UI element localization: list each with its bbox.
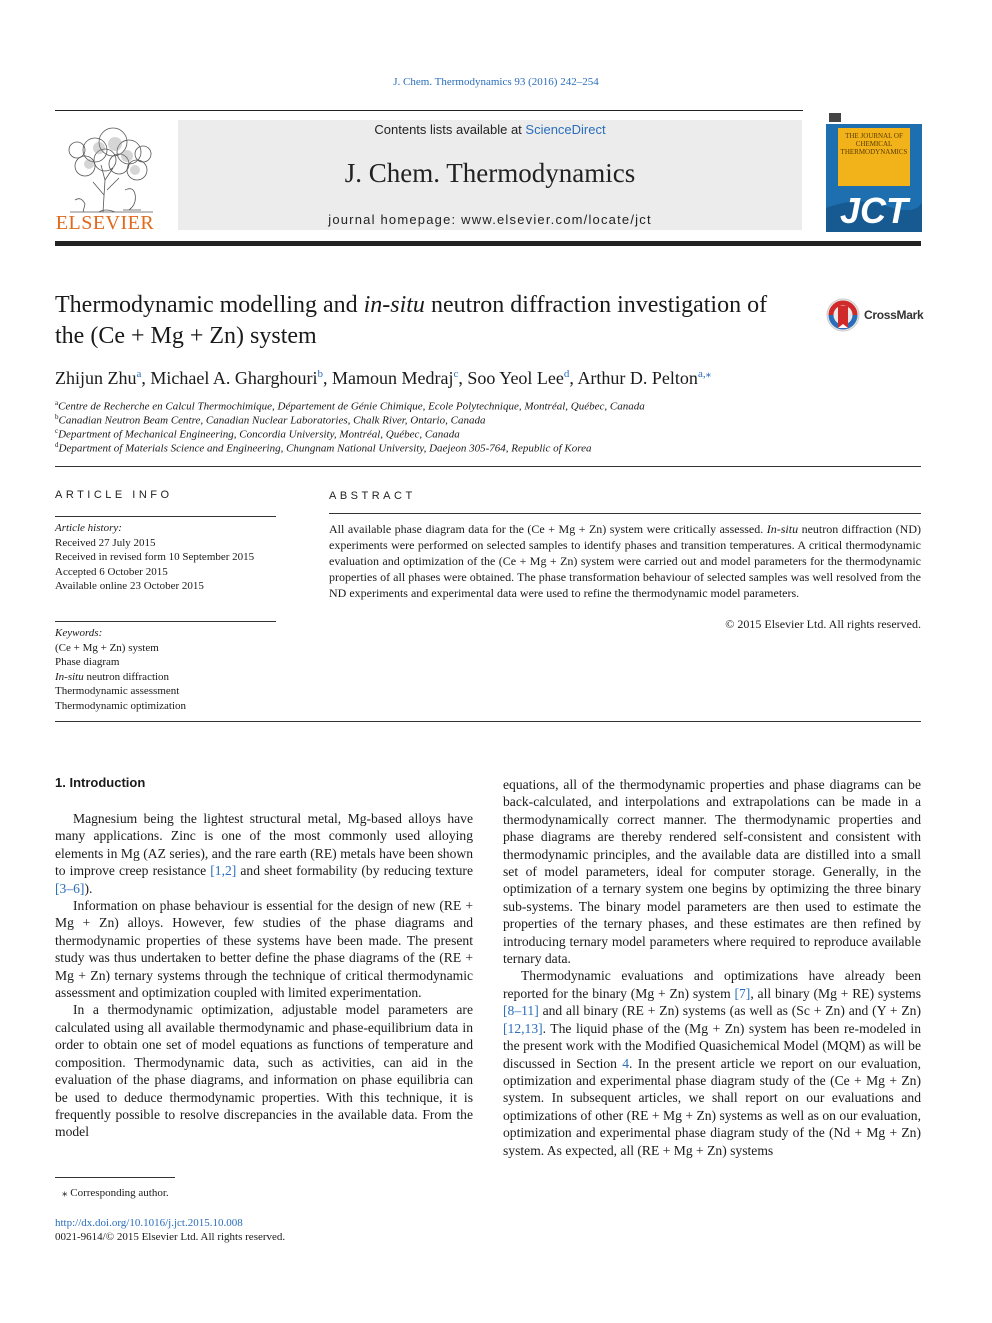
divider xyxy=(55,466,921,467)
affiliation-sup: d xyxy=(55,441,59,449)
affiliation-sup: c xyxy=(55,427,59,435)
abstract-heading: ABSTRACT xyxy=(329,490,416,502)
abstract-italic: In-situ xyxy=(766,522,799,536)
author-list: Zhijun Zhu$^a$, Michael A. Gharghouri$^b$, Mamoun Medraj$^c$, Soo Yeol Lee$^d$, Arthur D. Pelton$^{a,⁎}$ xyxy=(55,368,712,388)
cover-logo: JCT xyxy=(839,190,908,231)
section-heading: 1. Introduction xyxy=(55,775,146,790)
keyword-italic: In-situ xyxy=(55,670,84,683)
author[interactable]: Zhijun Zhu xyxy=(55,368,137,388)
reference-link[interactable]: [1,2] xyxy=(210,863,237,879)
publisher-logo-text: ELSEVIER xyxy=(55,212,155,234)
reference-link[interactable]: [12,13] xyxy=(503,1020,543,1036)
journal-name: J. Chem. Thermodynamics xyxy=(344,158,636,188)
author[interactable]: Mamoun Medraj xyxy=(332,368,454,388)
affiliation-text: Department of Mechanical Engineering, Concordia University, Montréal, Québec, Canada xyxy=(58,428,460,441)
reference-link[interactable]: [3–6] xyxy=(55,880,85,896)
text-run: and sheet formability (by reducing texture xyxy=(236,863,473,879)
contents-line xyxy=(178,122,802,137)
crossmark-badge[interactable] xyxy=(826,298,926,334)
author-sup[interactable]: d xyxy=(563,368,570,380)
keyword: Thermodynamic assessment xyxy=(55,685,180,697)
affiliation-text: Canadian Neutron Beam Centre, Canadian Nuclear Laboratories, Chalk River, Ontario, Canada xyxy=(58,414,486,427)
paragraph xyxy=(503,967,921,1158)
affiliation xyxy=(55,438,915,456)
contents-prefix: Contents lists available at xyxy=(374,122,526,137)
header-thick-rule xyxy=(55,241,921,246)
text-run: . In the present article we report on our evaluation, optimization and experimental phase diagram study of the (Ce + Mg + Zn) system. In subsequent articles, we shall report on our evaluations and optimizations of other (RE + Mg + Zn) systems as well as on our evaluation, optimization and experimental phase diagram study of the (Nd + Mg + Zn) system. As expected, all (RE + Mg + Zn) systems xyxy=(503,1055,921,1158)
history-entry: Received 27 July 2015 xyxy=(55,536,156,549)
abstract-part-1: All available phase diagram data for the (Ce + Mg + Zn) system were critically assessed. xyxy=(329,522,767,536)
history-entry: Available online 23 October 2015 xyxy=(55,580,204,592)
affiliation-sup: a xyxy=(55,399,59,407)
keyword xyxy=(55,670,276,685)
affiliation-text: Department of Materials Science and Engineering, Chungnam National University, Daejeon 305-764, Republic of Korea xyxy=(58,442,592,455)
article-title xyxy=(55,290,795,352)
title-part-2: neutron diffraction investigation of the (Ce + Mg + Zn) system xyxy=(55,292,768,349)
crossmark-label: CrossMark xyxy=(864,308,924,322)
author[interactable]: Soo Yeol Lee xyxy=(467,368,564,388)
paragraph: Information on phase behaviour is essential for the design of new (RE + Mg + Zn) alloys. However, few studies of the phase diagrams and thermodynamic properties of these systems have been made. The present study was thus undertaken to better define the phase diagrams of the (RE + Mg + Zn) ternary systems through the technique of critical thermodynamic assessment and optimization coupled with limited experimentation. xyxy=(55,898,473,1001)
divider xyxy=(55,516,276,517)
author-sup[interactable]: a xyxy=(136,368,142,380)
abstract-text xyxy=(329,521,921,601)
corresponding-author-note: ⁎ Corresponding author. xyxy=(62,1187,169,1199)
paragraph: In a thermodynamic optimization, adjustable model parameters are calculated using all available thermodynamic and phase-equilibrium data in order to obtain one set of model equations as functions of temperature and composition. Thermodynamic data, such as activities, can aid in the evaluation of the phase diagrams, and information on phase equilibria can be used to deduce thermodynamic properties. With this technique, it is frequently possible to resolve discrepancies in the available data. From the model xyxy=(55,1002,473,1140)
journal-citation[interactable]: J. Chem. Thermodynamics 93 (2016) 242–254 xyxy=(393,76,599,88)
sciencedirect-link[interactable]: ScienceDirect xyxy=(525,122,606,137)
keyword: Phase diagram xyxy=(55,656,120,668)
history-entry: Accepted 6 October 2015 xyxy=(55,565,168,578)
issn-line: 0021-9614/© 2015 Elsevier Ltd. All rights reserved. xyxy=(55,1231,286,1243)
text-run: and all binary (RE + Zn) systems (as well as (Sc + Zn) and (Y + Zn) xyxy=(538,1003,921,1019)
author-sup[interactable]: c xyxy=(453,368,459,380)
section-link[interactable]: 4 xyxy=(622,1055,630,1071)
title-italic: in-situ xyxy=(363,292,425,318)
title-part-1: Thermodynamic modelling and xyxy=(55,292,364,318)
journal-banner xyxy=(178,120,802,230)
text-run: Thermodynamic evaluations and optimizations have already been reported for the binary (Mg + Zn) system xyxy=(503,968,921,1001)
keyword: Thermodynamic optimization xyxy=(55,699,187,712)
paragraph: equations, all of the thermodynamic properties and phase diagrams can be back-calculated, and interpolations and extrapolations can be made in a thermodynamically correct manner. The thermodynamic properties and phase diagrams are thereby rendered self-consistent and consistent with thermodynamic principles, and the available data are distilled into a small set of model parameters, ideal for computer storage. Generally, in the optimization of a ternary system one begins by optimizing the three binary sub-systems. The binary model parameters are then used to estimate the properties of the ternary phases, and these estimates are then refined by introducing ternary model parameters where required to reproduce available ternary data. xyxy=(503,777,921,967)
reference-link[interactable]: [8–11] xyxy=(503,1003,539,1019)
history-entry: Received in revised form 10 September 2015 xyxy=(55,551,255,563)
elsevier-logo xyxy=(55,120,170,235)
article-history xyxy=(55,521,276,594)
divider xyxy=(55,721,921,722)
author-sup[interactable]: a,⁎ xyxy=(697,368,712,380)
keywords xyxy=(55,626,276,713)
author[interactable]: Arthur D. Pelton xyxy=(577,368,698,388)
reference-link[interactable]: [7] xyxy=(734,985,751,1001)
body-column-left xyxy=(55,810,473,1141)
cover-title: THE JOURNAL OF CHEMICAL THERMODYNAMICS xyxy=(840,132,908,156)
divider xyxy=(55,621,276,622)
author[interactable]: Michael A. Gharghouri xyxy=(150,368,318,388)
homepage-prefix: journal homepage: xyxy=(328,212,462,227)
history-label: Article history: xyxy=(55,522,122,534)
affiliation-sup: b xyxy=(55,413,59,421)
body-column-right xyxy=(503,776,921,1159)
text-run: , all binary (Mg + RE) systems xyxy=(750,985,921,1001)
text-run: Magnesium being the lightest structural metal, Mg-based alloys have many applications. Zinc is one of the most commonly used alloying elements in Mg (AZ series), and the rare earth (RE) metals have been shown to improve creep resistance xyxy=(55,811,473,879)
header-rule xyxy=(55,110,803,111)
journal-cover[interactable] xyxy=(826,110,922,232)
abstract-copyright: © 2015 Elsevier Ltd. All rights reserved. xyxy=(725,617,921,631)
article-info-heading: ARTICLE INFO xyxy=(55,489,173,501)
affiliation-text: Centre de Recherche en Calcul Thermochimique, Département de Génie Chimique, Ecole Polytechnique, Montréal, Québec, Canada xyxy=(58,400,645,413)
keyword-rest: neutron diffraction xyxy=(83,670,170,683)
text-run: ). xyxy=(84,880,93,896)
homepage-url[interactable]: www.elsevier.com/locate/jct xyxy=(461,212,652,227)
journal-homepage xyxy=(178,212,802,227)
footnote-rule xyxy=(55,1177,175,1178)
crossmark-icon xyxy=(826,298,860,334)
keywords-label: Keywords: xyxy=(55,627,103,639)
keyword: (Ce + Mg + Zn) system xyxy=(55,641,159,654)
paragraph xyxy=(55,810,473,897)
doi-link[interactable]: http://dx.doi.org/10.1016/j.jct.2015.10.008 xyxy=(55,1217,243,1229)
text-run: . The liquid phase of the (Mg + Zn) system has been re-modeled in the present work with the Modified Quasichemical Model (MQM) as will be discussed in Section xyxy=(503,1020,921,1071)
author-sup[interactable]: b xyxy=(317,368,324,380)
abstract-part-2: neutron diffraction (ND) experiments were performed on selected samples to identify phases and transition temperatures. A critical thermodynamic evaluation and optimization of the (Ce + Mg + Zn) system were carried out and model parameters for the thermodynamic properties of all phases were obtained. The phase transformation behaviour of selected samples was well resolved from the ND experiments and experimental data were used to refine the thermodynamic model parameters. xyxy=(329,522,922,600)
divider xyxy=(329,513,921,514)
